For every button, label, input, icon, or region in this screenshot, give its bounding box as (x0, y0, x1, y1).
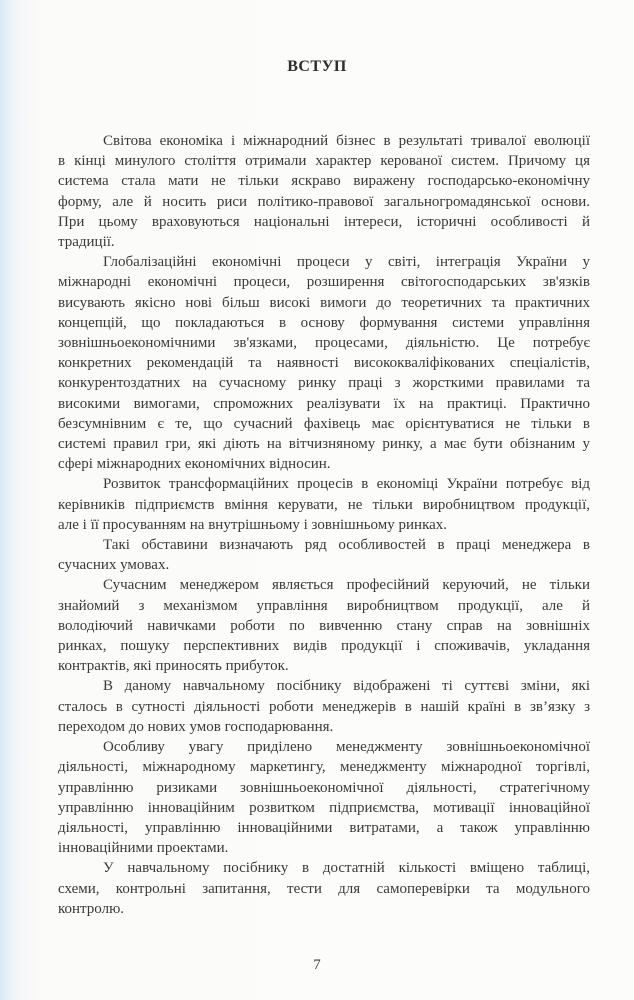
paragraph (58, 535, 590, 575)
page-number: 7 (313, 957, 321, 973)
text-line: конкурентоздатних на сучасному ринку праці з жорсткими правилами та (58, 375, 590, 392)
text-line: В даному навчальному посібнику відображені ті суттєві зміни, які (103, 678, 590, 695)
text-line: система стала мати не тільки яскраво виражену господарсько-економічну (58, 173, 590, 190)
text-line: високими вимогами, спроможних реалізувати їх на практиці. Практично (58, 395, 590, 412)
text-line: системі правил гри, які діють на вітчизняному ринку, а має бути обізнаним у (58, 436, 590, 453)
text-line: в кінці минулого століття отримали характер керованої систем. Причому ця (58, 153, 590, 170)
text-line: сучасних умовах. (58, 557, 170, 574)
text-line: Світова економіка і міжнародний бізнес в результаті тривалої еволюції (103, 133, 590, 149)
text-line: схеми, контрольні запитання, тести для самоперевірки та модульного (58, 880, 590, 897)
text-line: управлінню ризиками зовнішньоекономічної діяльності, стратегічному (58, 779, 590, 796)
text-line: контролю. (58, 900, 125, 917)
text-line: зовнішньоекономічними зв'язками, процесами, діяльністю. Це потребує (58, 335, 590, 352)
text-line: переходом до нових умов господарювання. (58, 718, 334, 735)
text-line: традиції. (58, 234, 115, 251)
text-line: сталось в сутності діяльності роботи менеджерів в нашій країні в зв’язку з (58, 698, 590, 715)
paragraph (58, 858, 590, 919)
text-line: контрактів, які приносять прибуток. (58, 658, 289, 675)
paragraph (58, 676, 590, 737)
paragraph (58, 252, 590, 474)
page-title: ВСТУП (287, 58, 347, 75)
text-line: сфері міжнародних економічних відносин. (58, 456, 331, 473)
text-line: ринках, пошуку перспективних видів продукції і споживачів, укладання (58, 638, 590, 655)
text-line: міжнародні економічні процеси, розширення світогосподарських зв'язків (58, 274, 590, 291)
text-line: висувають якісно нові більш високі вимоги до теоретичних та практичних (58, 294, 590, 311)
text-line: володіючий навичками роботи по вивченню стану справ на зовнішніх (58, 617, 590, 634)
text-line: При цьому враховуються національні інтереси, історичні особливості й (58, 213, 590, 230)
text-line: керівників підприємств вміння керувати, не тільки виробництвом продукції, (58, 496, 590, 513)
text-line: Такі обставини визначають ряд особливостей в праці менеджера в (103, 537, 590, 554)
paragraph (58, 474, 590, 535)
document-body (58, 131, 590, 919)
text-line: знайомий з механізмом управління виробництвом продукції, але й (58, 597, 590, 614)
text-line: Особливу увагу приділено менеджменту зовнішньоекономічної (103, 739, 590, 756)
paragraph (58, 131, 590, 252)
text-line: концепцій, що покладаються в основу формування системи управління (58, 314, 590, 331)
text-line: інноваційними проектами. (58, 840, 229, 857)
text-line: діяльності, управлінню інноваційними витратами, а також управлінню (58, 819, 590, 836)
text-line: діяльності, міжнародному маркетингу, менеджменту міжнародної торгівлі, (58, 759, 590, 776)
paragraph (58, 575, 590, 676)
text-line: управлінню інноваційним розвитком підприємства, мотивації інноваційної (58, 799, 590, 816)
text-line: форму, але й носить риси політико-правової загальногромадянської основи. (58, 193, 590, 210)
text-line: безсумнівним є те, що сучасний фахівець має орієнтуватися не тільки в (58, 415, 590, 432)
text-line: але і її просуванням на внутрішньому і зовнішньому ринках. (58, 516, 448, 533)
text-line: У навчальному посібнику в достатній кількості вміщено таблиці, (103, 860, 590, 877)
text-line: Розвиток трансформаційних процесів в економіці України потребує від (103, 476, 590, 493)
text-line: конкретних рекомендацій та наявності висококваліфікованих спеціалістів, (58, 355, 590, 372)
paragraph (58, 737, 590, 858)
text-line: Сучасним менеджером являється професійний керуючий, не тільки (103, 577, 590, 594)
text-line: Глобалізаційні економічні процеси у світі, інтеграція України у (103, 254, 590, 271)
